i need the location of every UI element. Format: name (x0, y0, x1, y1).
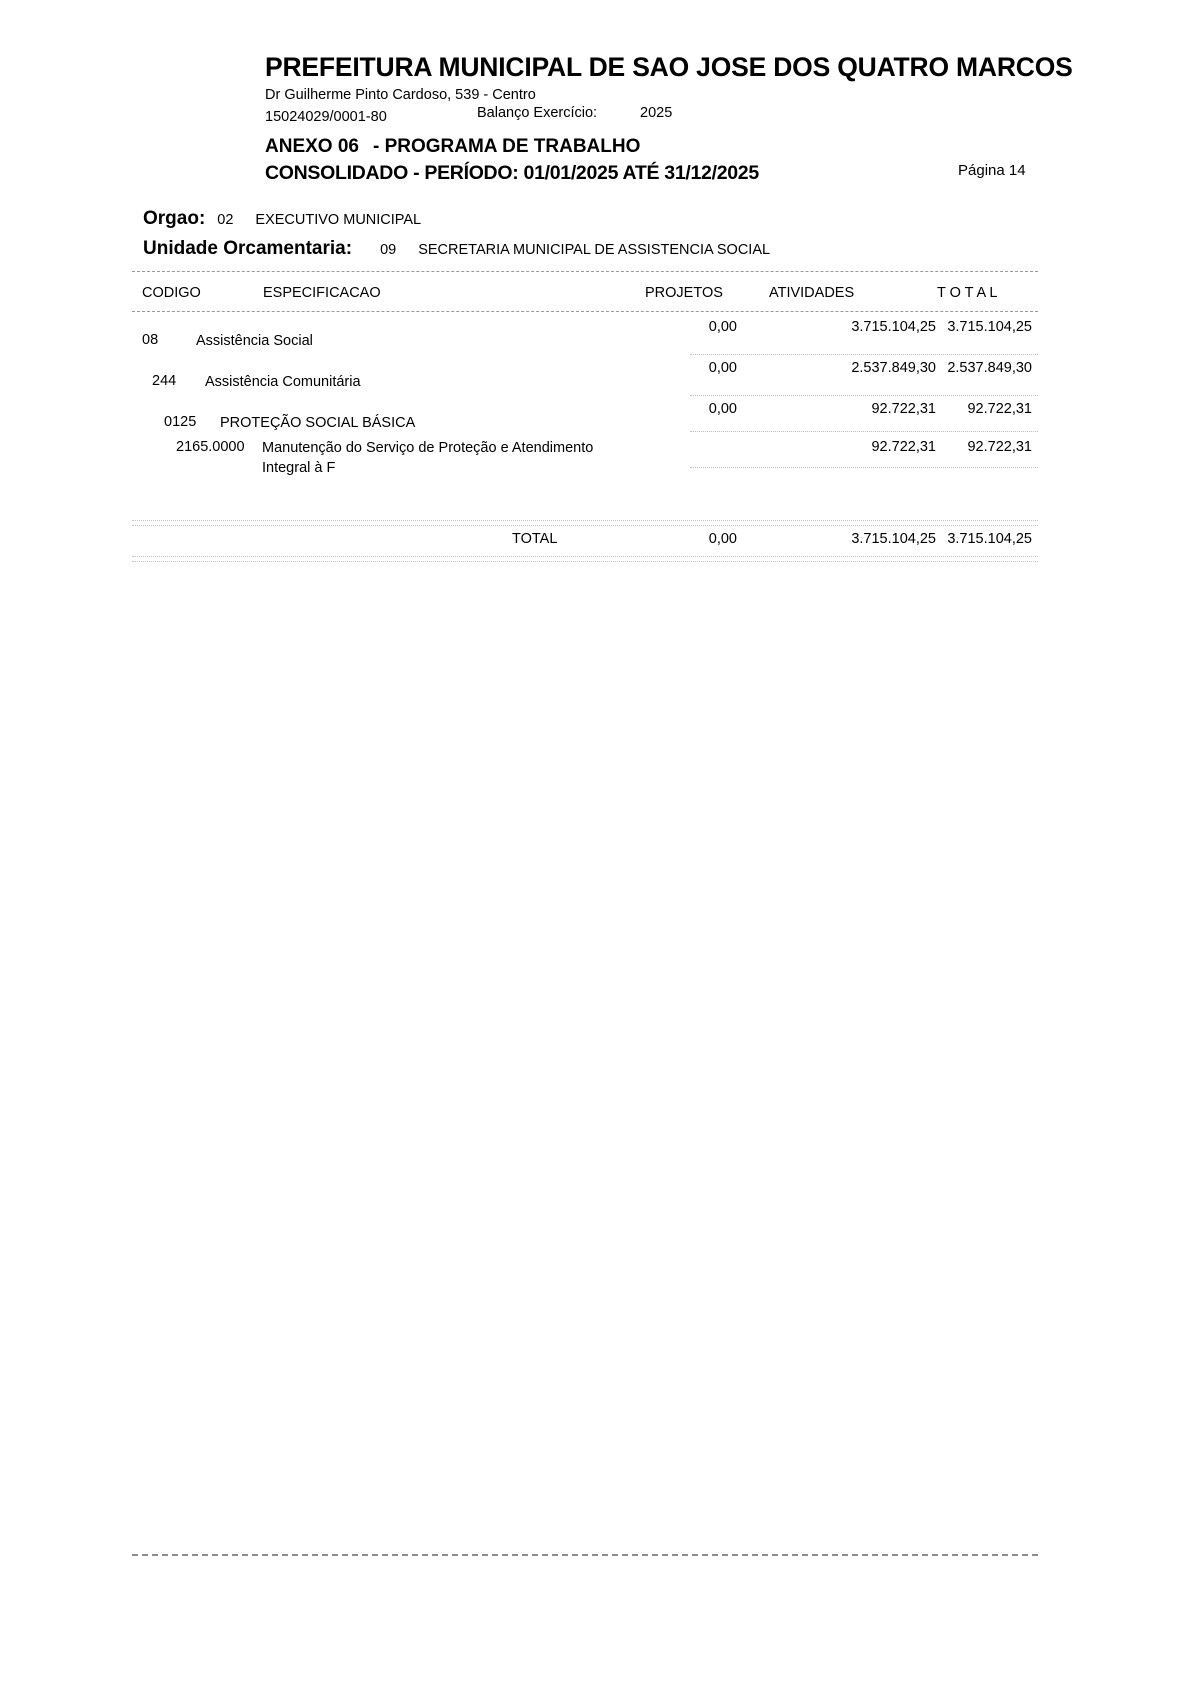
row-total: 92.722,31 (967, 439, 1032, 455)
page-number: Página 14 (958, 162, 1026, 179)
row-atividades: 92.722,31 (871, 401, 936, 417)
rule-below-total-2 (132, 561, 1038, 562)
orgao-name: EXECUTIVO MUNICIPAL (255, 212, 422, 228)
entity-cnpj: 15024029/0001-80 (265, 109, 387, 125)
table-header-row (0, 285, 1190, 307)
column-header-total: T O T A L (937, 285, 998, 301)
row-projetos: 0,00 (708, 360, 737, 376)
row-codigo: 0125 (164, 414, 197, 430)
anexo-number: ANEXO 06 (265, 136, 359, 157)
column-header-projetos: PROJETOS (645, 285, 723, 301)
page-footer-rule (132, 1554, 1038, 1556)
row-atividades: 3.715.104,25 (851, 319, 936, 335)
row-total: 3.715.104,25 (947, 319, 1032, 335)
rule-above-total-2 (132, 525, 1038, 526)
unidade-orcamentaria-row (143, 238, 770, 260)
total-label: TOTAL (512, 531, 558, 547)
unidade-code: 09 (380, 242, 397, 258)
entity-address: Dr Guilherme Pinto Cardoso, 539 - Centro (265, 87, 536, 103)
row-especificacao: PROTEÇÃO SOCIAL BÁSICA (220, 415, 416, 431)
rule-below-header (132, 311, 1038, 312)
orgao-code: 02 (217, 212, 234, 228)
rule-row-separator (690, 431, 1038, 432)
orgao-row (143, 208, 421, 230)
row-projetos: 0,00 (708, 319, 737, 335)
unidade-name: SECRETARIA MUNICIPAL DE ASSISTENCIA SOCIAL (418, 242, 771, 258)
total-projetos: 0,00 (708, 531, 737, 547)
row-codigo: 2165.0000 (176, 439, 245, 455)
rule-row-separator (690, 354, 1038, 355)
balanco-exercicio-value: 2025 (640, 105, 673, 121)
total-atividades: 3.715.104,25 (851, 531, 936, 547)
rule-below-total (132, 556, 1038, 557)
row-atividades: 92.722,31 (871, 439, 936, 455)
row-codigo: 244 (152, 373, 177, 389)
row-especificacao: Assistência Social (196, 333, 313, 349)
rule-above-header (132, 271, 1038, 272)
anexo-heading (265, 136, 640, 158)
column-header-codigo: CODIGO (142, 285, 201, 301)
rule-row-separator (690, 467, 1038, 468)
column-header-atividades: ATIVIDADES (769, 285, 855, 301)
rule-above-total (132, 520, 1038, 521)
balanco-exercicio-label: Balanço Exercício: (477, 105, 598, 121)
row-especificacao: Manutenção do Serviço de Proteção e Atendimento Integral à F (262, 440, 594, 476)
row-codigo: 08 (142, 332, 159, 348)
unidade-label: Unidade Orcamentaria: (143, 238, 353, 259)
total-total: 3.715.104,25 (947, 531, 1032, 547)
column-header-especificacao: ESPECIFICACAO (263, 285, 381, 301)
row-atividades: 2.537.849,30 (851, 360, 936, 376)
rule-row-separator (690, 395, 1038, 396)
orgao-label: Orgao: (143, 208, 206, 229)
consolidado-period-heading: CONSOLIDADO - PERÍODO: 01/01/2025 ATÉ 31/12/2025 (265, 162, 759, 184)
row-especificacao: Assistência Comunitária (205, 374, 361, 390)
row-projetos: 0,00 (708, 401, 737, 417)
row-total: 92.722,31 (967, 401, 1032, 417)
anexo-title: - PROGRAMA DE TRABALHO (372, 136, 641, 157)
entity-name: PREFEITURA MUNICIPAL DE SAO JOSE DOS QUATRO MARCOS (265, 52, 1073, 82)
row-total: 2.537.849,30 (947, 360, 1032, 376)
